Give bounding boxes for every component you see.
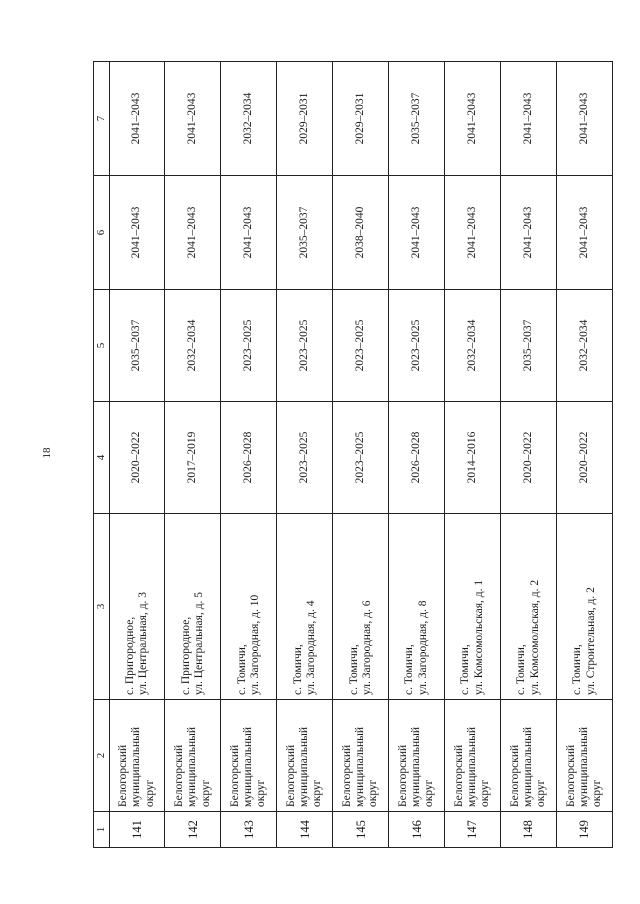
municipality-cell: Белогорский муниципальный округ <box>165 700 221 812</box>
table-row <box>333 62 389 848</box>
period-cell: 2032–2034 <box>557 290 613 402</box>
document-table-area <box>93 62 613 848</box>
period-cell: 2023–2025 <box>221 290 277 402</box>
address-cell: с. Томичи, ул. Загородная, д. 8 <box>389 514 445 700</box>
table-row <box>109 62 165 848</box>
table-header-row <box>94 62 110 848</box>
header-cell: 7 <box>94 62 110 176</box>
table-row <box>165 62 221 848</box>
period-cell: 2020–2022 <box>501 402 557 514</box>
row-number: 145 <box>333 812 389 848</box>
address-cell: с. Томичи, ул. Загородная, д. 4 <box>277 514 333 700</box>
period-cell: 2041–2043 <box>557 62 613 176</box>
period-cell: 2041–2043 <box>501 62 557 176</box>
period-cell: 2023–2025 <box>277 290 333 402</box>
period-cell: 2023–2025 <box>333 290 389 402</box>
period-cell: 2035–2037 <box>389 62 445 176</box>
municipality-cell: Белогорский муниципальный округ <box>501 700 557 812</box>
municipality-cell: Белогорский муниципальный округ <box>221 700 277 812</box>
period-cell: 2017–2019 <box>165 402 221 514</box>
period-cell: 2041–2043 <box>501 176 557 290</box>
row-number: 146 <box>389 812 445 848</box>
header-cell: 1 <box>94 812 110 848</box>
period-cell: 2038–2040 <box>333 176 389 290</box>
address-cell: с. Томичи, ул. Комсомольская, д. 1 <box>445 514 501 700</box>
address-cell: с. Пригородное, ул. Центральная, д. 5 <box>165 514 221 700</box>
period-cell: 2032–2034 <box>165 290 221 402</box>
period-cell: 2032–2034 <box>445 290 501 402</box>
header-cell: 2 <box>94 700 110 812</box>
address-cell: с. Томичи, ул. Загородная, д. 6 <box>333 514 389 700</box>
period-cell: 2041–2043 <box>445 176 501 290</box>
period-cell: 2023–2025 <box>333 402 389 514</box>
period-cell: 2035–2037 <box>109 290 165 402</box>
municipality-cell: Белогорский муниципальный округ <box>389 700 445 812</box>
table-row <box>445 62 501 848</box>
row-number: 144 <box>277 812 333 848</box>
table-row <box>557 62 613 848</box>
address-cell: с. Пригородное, ул. Центральная, д. 3 <box>109 514 165 700</box>
period-cell: 2035–2037 <box>277 176 333 290</box>
period-cell: 2041–2043 <box>165 62 221 176</box>
table-row <box>501 62 557 848</box>
row-number: 149 <box>557 812 613 848</box>
header-cell: 5 <box>94 290 110 402</box>
municipality-cell: Белогорский муниципальный округ <box>445 700 501 812</box>
row-number: 142 <box>165 812 221 848</box>
municipality-cell: Белогорский муниципальный округ <box>277 700 333 812</box>
header-cell: 3 <box>94 514 110 700</box>
page-number: 18 <box>41 447 53 459</box>
address-cell: с. Томичи, ул. Загородная, д. 10 <box>221 514 277 700</box>
header-cell: 4 <box>94 402 110 514</box>
period-cell: 2029–2031 <box>333 62 389 176</box>
municipality-cell: Белогорский муниципальный округ <box>557 700 613 812</box>
period-cell: 2020–2022 <box>109 402 165 514</box>
municipality-cell: Белогорский муниципальный округ <box>109 700 165 812</box>
document-table <box>93 61 613 848</box>
period-cell: 2029–2031 <box>277 62 333 176</box>
row-number: 143 <box>221 812 277 848</box>
period-cell: 2041–2043 <box>389 176 445 290</box>
period-cell: 2041–2043 <box>557 176 613 290</box>
address-cell: с. Томичи, ул. Строительная, д. 2 <box>557 514 613 700</box>
table-row <box>277 62 333 848</box>
period-cell: 2023–2025 <box>277 402 333 514</box>
header-cell: 6 <box>94 176 110 290</box>
period-cell: 2032–2034 <box>221 62 277 176</box>
row-number: 141 <box>109 812 165 848</box>
period-cell: 2026–2028 <box>389 402 445 514</box>
period-cell: 2041–2043 <box>445 62 501 176</box>
period-cell: 2041–2043 <box>165 176 221 290</box>
row-number: 148 <box>501 812 557 848</box>
address-cell: с. Томичи, ул. Комсомольская, д. 2 <box>501 514 557 700</box>
period-cell: 2035–2037 <box>501 290 557 402</box>
table-row <box>221 62 277 848</box>
period-cell: 2041–2043 <box>109 176 165 290</box>
period-cell: 2020–2022 <box>557 402 613 514</box>
period-cell: 2041–2043 <box>221 176 277 290</box>
period-cell: 2014–2016 <box>445 402 501 514</box>
period-cell: 2023–2025 <box>389 290 445 402</box>
row-number: 147 <box>445 812 501 848</box>
rotated-table-container <box>93 62 613 848</box>
municipality-cell: Белогорский муниципальный округ <box>333 700 389 812</box>
period-cell: 2041–2043 <box>109 62 165 176</box>
period-cell: 2026–2028 <box>221 402 277 514</box>
table-row <box>389 62 445 848</box>
